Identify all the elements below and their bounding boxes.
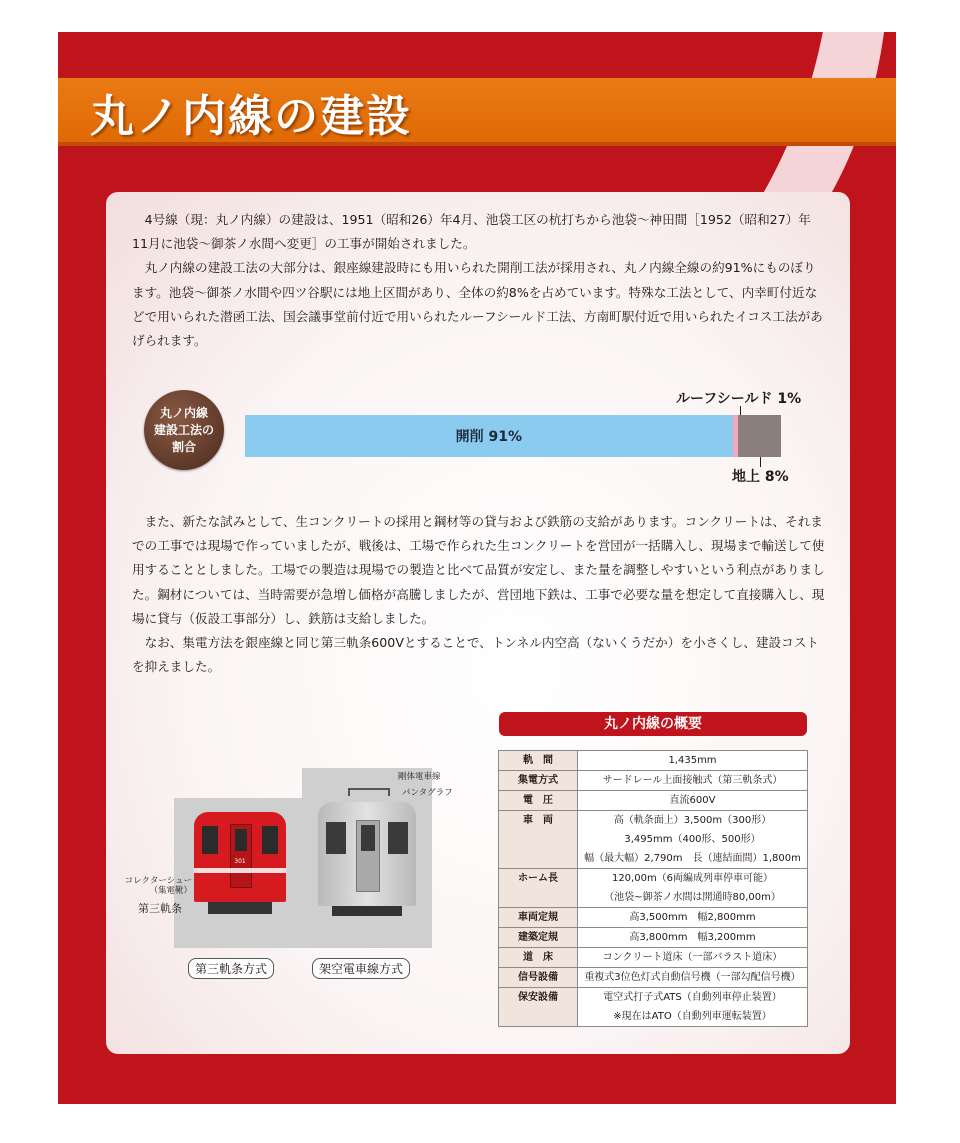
table-key: 電 圧 [499, 791, 578, 811]
table-row [499, 948, 808, 968]
badge-line: 建設工法の [153, 422, 214, 437]
table-value-line: 高（軌条面上）3,500m（300形） [613, 815, 772, 826]
table-value-line: 1,435mm [668, 755, 717, 766]
badge-line: 丸ノ内線 [159, 405, 208, 420]
body-paragraph: また、新たな試みとして、生コンクリートの採用と鋼材等の貸与および鉄筋の支給があります。コンクリートは、それまでの工事では現場で作っていましたが、戦後は、工場で作られた生コンクリートを営団が一括購入し、現場まで輸送して使用することとしました。工場での製造は現場での製造と比べて品質が安定し、また量を調整しやすいという利点がありました。鋼材については、当時需要が急増し価格が高騰しましたが、営団地下鉄は、工事で必要な量を想定して直接購入し、現場に貸与（仮設工事部分）し、鉄筋は支給しました。 [132, 514, 825, 626]
content-panel [106, 192, 850, 1054]
table-key: 車 両 [499, 811, 578, 869]
table-row [499, 771, 808, 791]
intro-paragraph: 4号線（現：丸ノ内線）の建設は、1951（昭和26）年4月、池袋工区の杭打ちから池袋～神田間［1952（昭和27）年11月に池袋～御茶ノ水間へ変更］の工事が開始されました。 [132, 212, 811, 252]
table-row [499, 791, 808, 811]
table-value [578, 791, 808, 811]
table-value [578, 908, 808, 928]
table-key: 保安設備 [499, 988, 578, 1027]
table-key: 軌 間 [499, 751, 578, 771]
table-key: 集電方式 [499, 771, 578, 791]
caption-overhead: 架空電車線方式 [312, 958, 410, 979]
bar-segment-kaisaku [245, 415, 733, 457]
table-value-line: 直流600V [669, 795, 716, 806]
bar-label-kaisaku: 開削 91% [455, 429, 523, 445]
table-row [499, 968, 808, 988]
bar-segment-ground [738, 415, 781, 457]
label-pantograph: パンタグラフ [402, 788, 453, 798]
silver-train [318, 802, 416, 906]
table-row [499, 908, 808, 928]
body-paragraph: なお、集電方法を銀座線と同じ第三軌条600Vとすることで、トンネル内空高（ないくうだか）を小さくし、建設コストを抑えました。 [132, 635, 819, 675]
table-value-line: 幅（最大幅）2,790m 長（連結面間）1,800m [584, 853, 801, 864]
table-value-line: 高3,800mm 幅3,200mm [629, 932, 756, 943]
table-value-line: 120,00m（6両編成列車停車可能） [611, 873, 774, 884]
table-value [578, 811, 808, 869]
table-value [578, 968, 808, 988]
table-value [578, 988, 808, 1027]
table-row [499, 811, 808, 869]
table-value [578, 869, 808, 908]
table-value-line: コンクリート道床（一部バラスト道床） [602, 952, 783, 963]
table-value-line: （池袋~御茶ノ水間は開通時80,00m） [604, 892, 781, 903]
bar-label-ground: 地上 8% [732, 469, 789, 485]
table-value [578, 751, 808, 771]
table-value-line: 高3,500mm 幅2,800mm [629, 912, 756, 923]
table-key: 建築定規 [499, 928, 578, 948]
label-third-rail: 第三軌条 [138, 902, 182, 915]
badge-line: 割合 [171, 439, 196, 454]
table-value-line: 3,495mm（400形、500形） [624, 834, 761, 845]
intro-paragraph: 丸ノ内線の建設工法の大部分は、銀座線建設時にも用いられた開削工法が採用され、丸ノ内線全線の約91%にものぼります。池袋～御茶ノ水間や四ツ谷駅には地上区間があり、全体の約8%を占めています。特殊な工法として、内幸町付近などで用いられた潜函工法、国会議事堂前付近で用いられたルーフシールド工法、方南町駅付近で用いられたイコス工法があげられます。 [132, 260, 823, 349]
table-value [578, 948, 808, 968]
table-value-line: 電空式打子式ATS（自動列車停止装置） [603, 992, 782, 1003]
red-train-300 [194, 812, 286, 902]
caption-third-rail: 第三軌条方式 [188, 958, 274, 979]
table-key: 道 床 [499, 948, 578, 968]
page-background [58, 32, 896, 1104]
label-overhead-line: 剛体電車線 [398, 772, 441, 782]
title-band [58, 78, 896, 146]
table-row [499, 751, 808, 771]
table-value-line: ※現在はATO（自動列車運転装置） [613, 1011, 772, 1022]
table-value [578, 928, 808, 948]
train-number: 301 [234, 858, 246, 865]
table-row [499, 988, 808, 1027]
label-collector-shoe: コレクターシュー（集電靴） [124, 876, 192, 896]
table-key: 信号設備 [499, 968, 578, 988]
table-row [499, 928, 808, 948]
table-title: 丸ノ内線の概要 [499, 712, 807, 736]
intro-text [132, 208, 826, 353]
chart-badge [144, 390, 224, 470]
table-key: 車両定規 [499, 908, 578, 928]
table-value-line: サードレール上面接触式（第三軌条式） [602, 775, 783, 786]
body-text [132, 510, 826, 679]
current-collection-illustration [124, 762, 514, 976]
method-ratio-bar [245, 415, 781, 457]
table-row [499, 869, 808, 908]
overview-table [498, 750, 808, 1027]
table-value [578, 771, 808, 791]
table-value-line: 重複式3位色灯式自動信号機（一部勾配信号機） [584, 972, 801, 983]
page-title: 丸ノ内線の建設 [90, 91, 412, 142]
bar-label-roof-shield: ルーフシールド 1% [676, 391, 802, 407]
table-key: ホーム長 [499, 869, 578, 908]
